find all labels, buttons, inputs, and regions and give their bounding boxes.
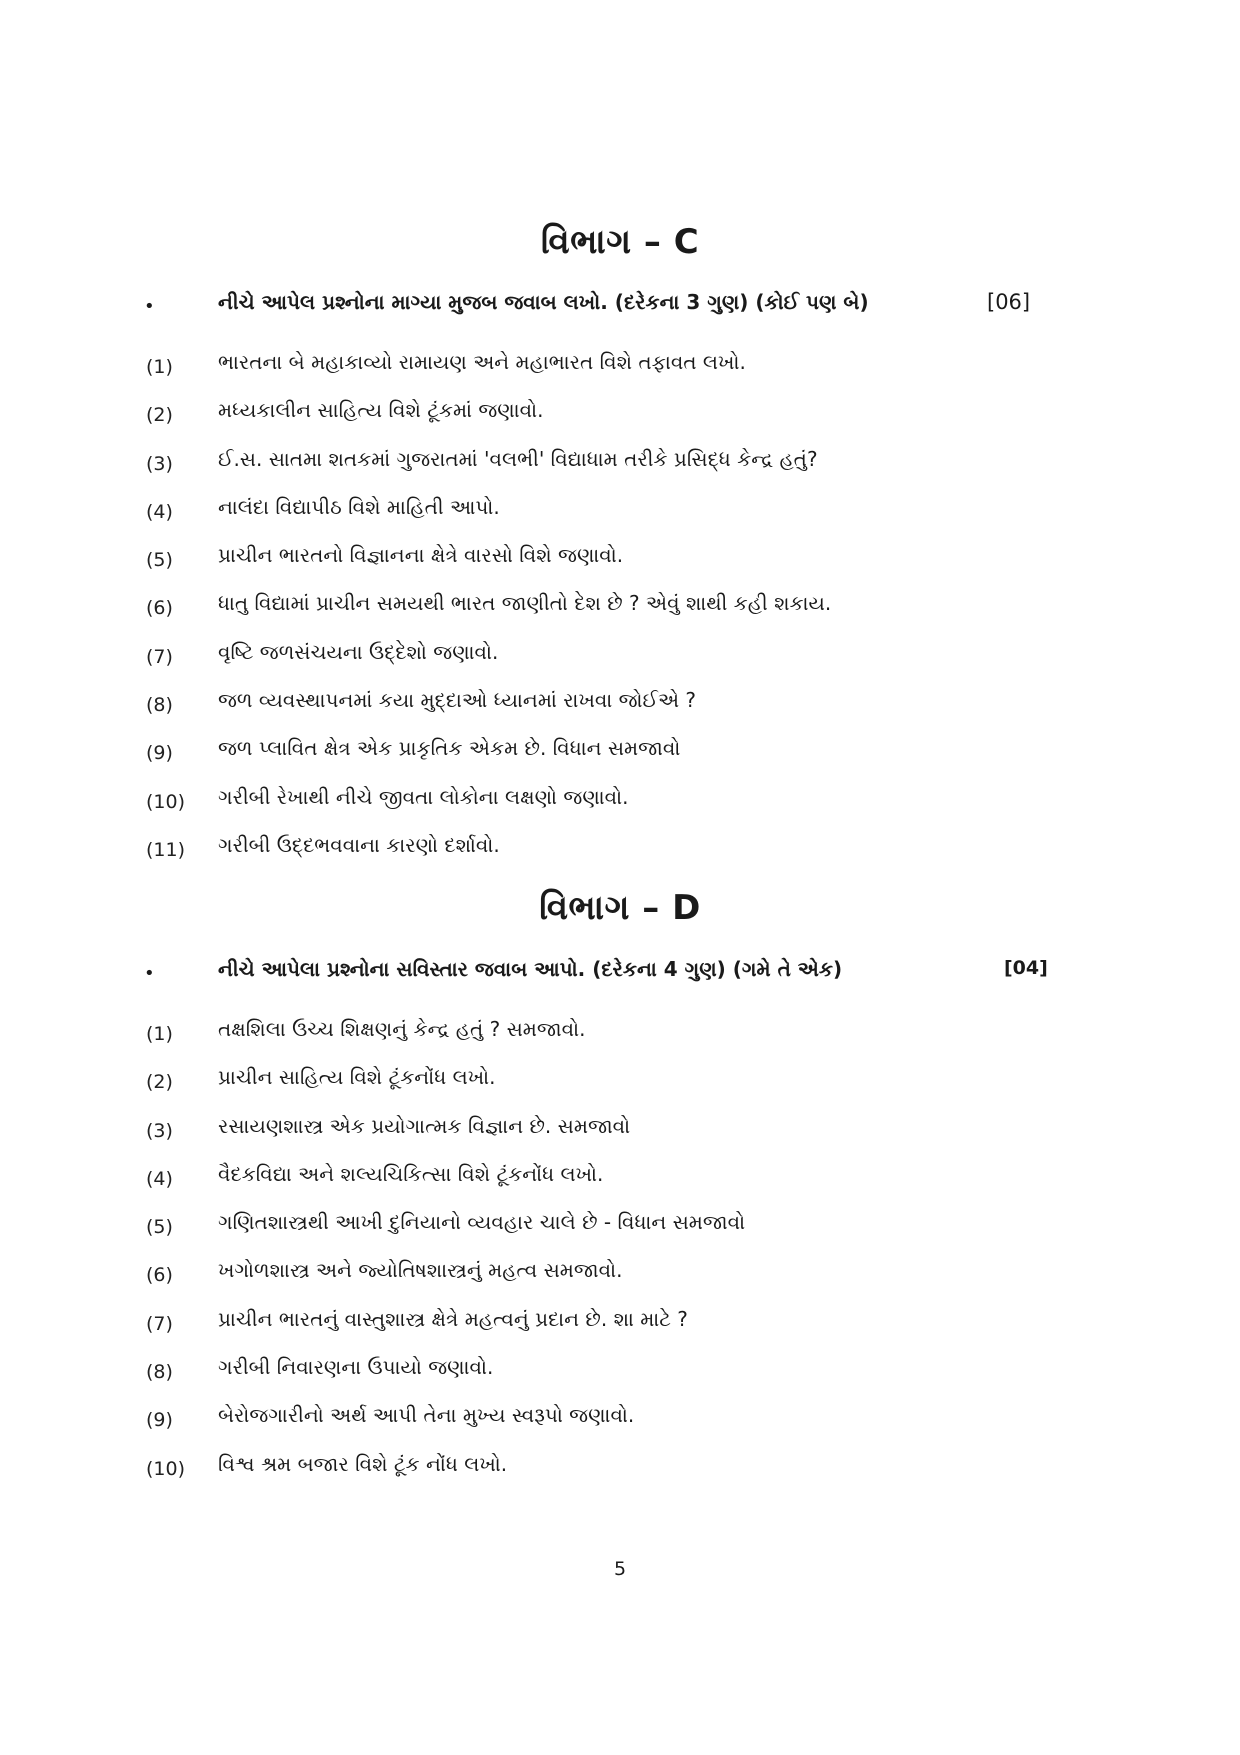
section-c-question-list: [0, 348, 1240, 879]
question-text: ખગોળશાસ્ત્ર અને જ્યોતિષશાસ્ત્રનું મહત્વ સમજાવો.: [218, 1258, 623, 1283]
question-number: (5): [146, 1216, 173, 1239]
question-text: વિશ્વ શ્રમ બજાર વિશે ટૂંક નોંધ લખો.: [218, 1451, 508, 1476]
question-item: [0, 445, 1240, 493]
question-number: (7): [146, 1312, 173, 1335]
question-number: (2): [146, 404, 173, 427]
question-number: (4): [146, 500, 173, 523]
question-text: નાલંદા વિદ્યાપીઠ વિશે માહિતી આપો.: [218, 494, 500, 519]
question-item: [0, 1305, 1240, 1353]
question-number: (9): [146, 1409, 173, 1432]
question-item: [0, 1256, 1240, 1304]
question-item: [0, 1160, 1240, 1208]
question-text: ભારતના બે મહાકાવ્યો રામાયણ અને મહાભારત વિશે તફાવત લખો.: [218, 350, 746, 374]
question-text: વૃષ્ટિ જળસંચયના ઉદ્દેશો જણાવો.: [218, 639, 499, 664]
question-number: (11): [146, 838, 186, 861]
question-item: [0, 686, 1240, 734]
bullet-marker: •: [144, 963, 155, 984]
section-d-marks: [04]: [1004, 957, 1048, 979]
question-number: (8): [146, 694, 173, 717]
page-number: 5: [613, 1558, 627, 1580]
question-text: પ્રાચીન ભારતનું વાસ્તુશાસ્ત્ર ક્ષેત્રે મહત્વનું પ્રદાન છે. શા માટે ?: [218, 1306, 688, 1331]
question-text: વૈદકવિદ્યા અને શલ્યચિકિત્સા વિશે ટૂંકનોંધ લખો.: [218, 1161, 604, 1186]
question-item: [0, 734, 1240, 782]
question-number: (10): [146, 1457, 186, 1480]
question-item: [0, 589, 1240, 637]
question-number: (7): [146, 645, 173, 668]
question-item: [0, 1063, 1240, 1111]
question-item: [0, 1208, 1240, 1256]
question-item: [0, 1015, 1240, 1063]
question-item: [0, 1353, 1240, 1401]
section-c-marks: [06]: [987, 290, 1031, 314]
question-text: ગરીબી ઉદ્દભવવાના કારણો દર્શાવો.: [218, 832, 500, 857]
section-d-instruction-row: [0, 957, 1240, 997]
question-number: (6): [146, 1264, 173, 1287]
question-item: [0, 396, 1240, 444]
section-c-instruction-row: [0, 290, 1240, 330]
question-text: ઈ.સ. સાતમા શતકમાં ગુજરાતમાં 'વલભી' વિદ્યાધામ તરીકે પ્રસિદ્ધ કેન્દ્ર હતું?: [218, 446, 818, 471]
section-c-instruction: નીચે આપેલ પ્રશ્નોના માગ્યા મુજબ જવાબ લખો. (દરેકના 3 ગુણ) (કોઈ પણ બે): [218, 290, 869, 314]
question-text: ગરીબી રેખાથી નીચે જીવતા લોકોના લક્ષણો જણાવો.: [218, 784, 629, 809]
question-number: (9): [146, 742, 173, 765]
section-c-title: વિભાગ – C: [540, 222, 700, 262]
section-d-instruction: નીચે આપેલા પ્રશ્નોના સવિસ્તાર જવાબ આપો. (દરેકના 4 ગુણ) (ગમે તે એક): [218, 957, 843, 981]
question-text: ગરીબી નિવારણના ઉપાયો જણાવો.: [218, 1355, 494, 1380]
question-item: [0, 493, 1240, 541]
question-number: (6): [146, 597, 173, 620]
question-item: [0, 783, 1240, 831]
question-text: જળ પ્લાવિત ક્ષેત્ર એક પ્રાકૃતિક એકમ છે. વિધાન સમજાવો: [218, 736, 681, 761]
question-item: [0, 1450, 1240, 1498]
question-number: (1): [146, 356, 173, 378]
question-text: પ્રાચીન ભારતનો વિજ્ઞાનના ક્ષેત્રે વારસો વિશે જણાવો.: [218, 543, 624, 568]
question-text: પ્રાચીન સાહિત્ય વિશે ટૂંકનોંધ લખો.: [218, 1065, 496, 1090]
question-text: રસાયણશાસ્ત્ર એક પ્રયોગાત્મક વિજ્ઞાન છે. સમજાવો: [218, 1113, 631, 1138]
question-item: [0, 1112, 1240, 1160]
section-d-question-list: [0, 1015, 1240, 1498]
question-number: (3): [146, 452, 173, 475]
question-item: [0, 1401, 1240, 1449]
question-number: (3): [146, 1119, 173, 1142]
bullet-marker: •: [144, 296, 155, 317]
section-d-title: વિભાગ – D: [539, 888, 701, 928]
question-number: (8): [146, 1361, 173, 1384]
question-number: (1): [146, 1023, 173, 1045]
question-text: તક્ષશિલા ઉચ્ચ શિક્ષણનું કેન્દ્ર હતું ? સમજાવો.: [218, 1017, 586, 1041]
question-text: મધ્યકાલીન સાહિત્ય વિશે ટૂંકમાં જણાવો.: [218, 398, 544, 423]
question-item: [0, 831, 1240, 879]
question-text: બેરોજગારીનો અર્થ આપી તેના મુખ્ય સ્વરૂપો જણાવો.: [218, 1403, 635, 1428]
question-number: (4): [146, 1167, 173, 1190]
question-text: જળ વ્યવસ્થાપનમાં કયા મુદ્દાઓ ધ્યાનમાં રાખવા જોઈએ ?: [218, 688, 697, 713]
question-item: [0, 541, 1240, 589]
question-item: [0, 638, 1240, 686]
question-text: ગણિતશાસ્ત્રથી આખી દુનિયાનો વ્યવહાર ચાલે છે - વિધાન સમજાવો: [218, 1210, 746, 1235]
question-number: (10): [146, 790, 186, 813]
question-item: [0, 348, 1240, 396]
question-text: ધાતુ વિદ્યામાં પ્રાચીન સમયથી ભારત જાણીતો દેશ છે ? એવું શાથી કહી શકાય.: [218, 591, 832, 616]
question-number: (2): [146, 1071, 173, 1094]
question-number: (5): [146, 549, 173, 572]
